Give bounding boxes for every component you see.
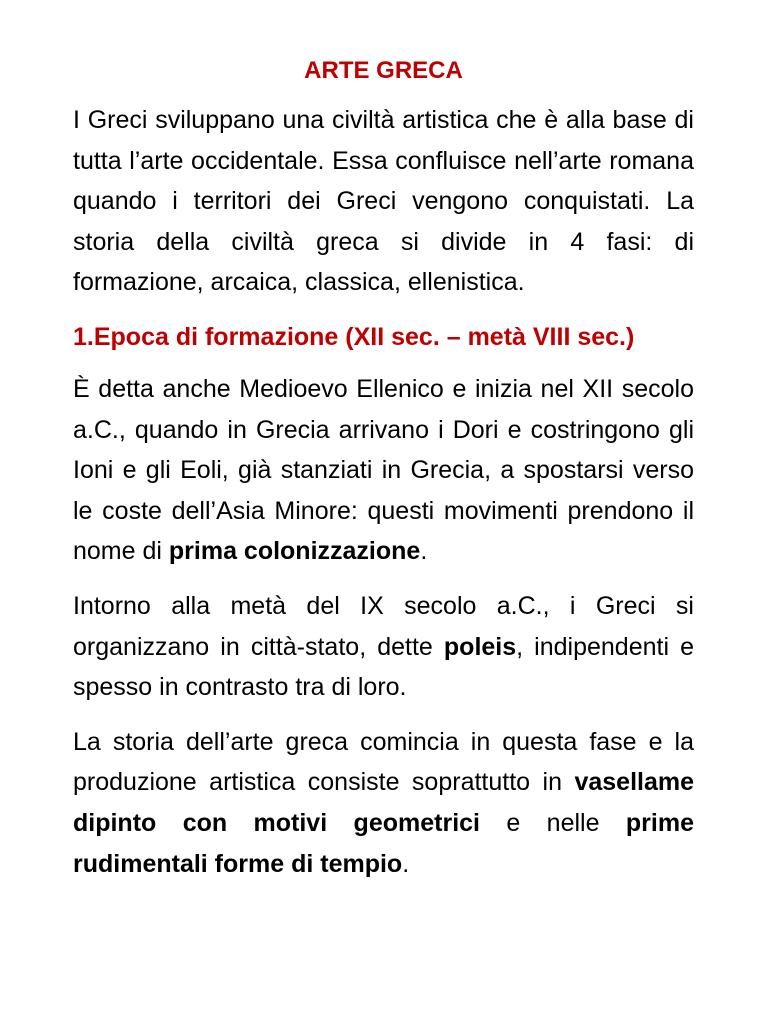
bold-term-tempio: prime rudimentali forme di tempio xyxy=(73,808,694,878)
paragraph-end: . xyxy=(402,849,410,878)
intro-paragraph: I Greci sviluppano una civiltà artistica che è alla base di tutta l’arte occidentale. Essa confluisce nell’arte romana quando i territori dei Greci vengono conquistati. La storia della civiltà greca si divide in 4 fasi: di formazione, arcaica, classica, ellenistica. xyxy=(73,106,694,297)
bold-term-prima-colonizzazione: prima colonizzazione xyxy=(168,537,421,566)
bold-term-vasellame: vasellame dipinto con motivi geometrici xyxy=(73,768,694,837)
paragraph-end: , indipendenti e spesso in contrasto tra di loro. xyxy=(73,632,694,702)
paragraph-arte xyxy=(73,722,694,884)
paragraph-poleis xyxy=(73,586,694,708)
paragraph-text: La storia dell’arte greca comincia in questa fase e la produzione artistica consiste soprattutto in xyxy=(73,727,694,797)
paragraph-medioevo xyxy=(73,369,694,572)
document-page xyxy=(73,52,694,898)
document-title: ARTE GRECA xyxy=(304,57,463,84)
paragraph-middle: e nelle xyxy=(479,808,626,837)
paragraph-text: Intorno alla metà del IX secolo a.C., i Greci si organizzano in città-stato, dette xyxy=(73,591,694,661)
section-heading: 1.Epoca di formazione (XII sec. – metà VIII sec.) xyxy=(73,322,635,351)
paragraph-text: È detta anche Medioevo Ellenico e inizia nel XII secolo a.C., quando in Grecia arrivano i Dori e costringono gli Ioni e gli Eoli, già stanziati in Grecia, a spostarsi verso le coste dell’Asia Minore: questi movimenti prendono il nome di xyxy=(73,374,694,566)
bold-term-poleis: poleis xyxy=(443,632,517,661)
paragraph-end: . xyxy=(420,537,428,566)
